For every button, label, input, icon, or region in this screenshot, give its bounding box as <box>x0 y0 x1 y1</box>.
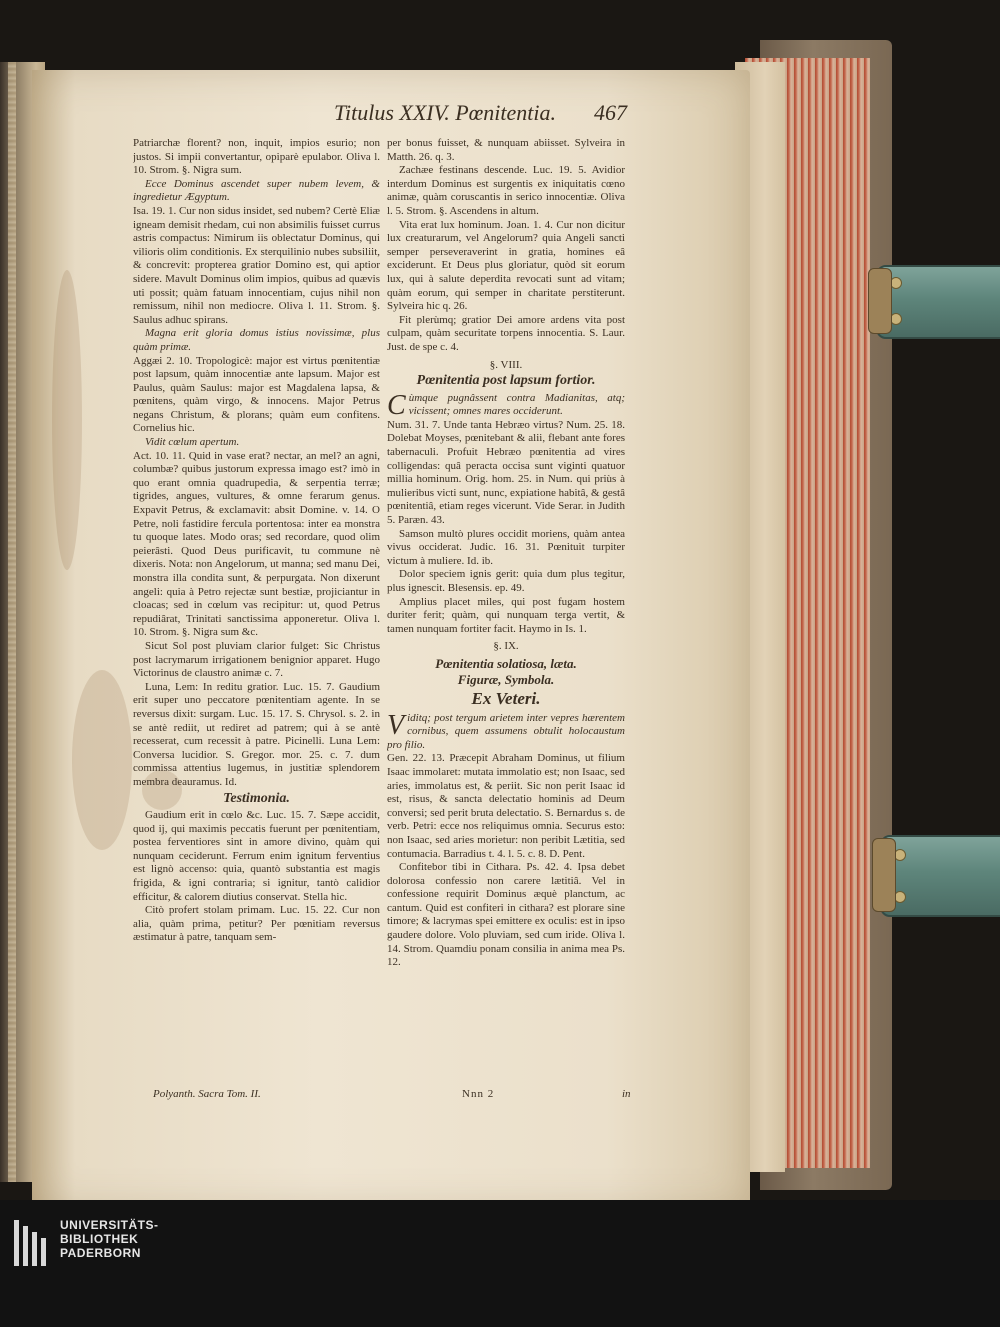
library-logo-text <box>60 1218 159 1260</box>
right-column-paragraph: §. IX. <box>493 640 519 653</box>
page-number: 467 <box>594 100 627 125</box>
right-column-paragraph: Amplius placet miles, qui post fugam hostem duriter ferit; quàm, qui nunquam terga vertit, & tamen nunquam fortiter facit. Haymo in Is. 1. <box>387 595 625 635</box>
left-column-paragraph: Vidit cœlum apertum. <box>145 436 240 449</box>
hinge-bottom <box>872 838 896 912</box>
catchword: in <box>622 1088 631 1100</box>
right-column-paragraph: Figuræ, Symbola. <box>457 671 555 687</box>
left-column-paragraph: Magna erit gloria domus istius novissimæ, plus quàm primæ. <box>133 327 380 353</box>
left-column-paragraph: Testimonia. <box>223 790 290 806</box>
right-column-paragraph: Gen. 22. 13. Præcepit Abraham Dominus, ut filium Isaac immolaret: mutata immolatio est; non Isaac, sed aries, immolatus est, & periit. Sic non perit Isaac id est, risus, & sancta delectatio hominis ad Deum conversi; sed perit bruta delectatio. S. Bernardus s. de verb. Petri: ecce nos reliquimus omnia. Securus esto: non Isaac, sed aries morietur: non peribit Lætitia, sed contumacia. Barradius t. 4. l. 5. c. 8. D. Pent. <box>387 752 625 860</box>
right-column-paragraph: Confitebor tibi in Cithara. Ps. 42. 4. Ipsa debet dolorosa confessio non carere lætitiâ. Vel in confessione requirit Dominus æquè planctum, ac cantum. Quid est confiteri in cithara? est plorare sine timore; & lacrymas spei emittere ex oculis: est in ipso gaudere dolore. Volo pluviam, sed cum iride. Oliva l. 14. Strom. Quamdiu ponam consilia in anima mea Ps. 12. <box>387 861 625 969</box>
hinge-top <box>868 268 892 334</box>
right-column-paragraph: Pœnitentia post lapsum fortior. <box>416 373 596 389</box>
left-column-paragraph: Citò profert stolam primam. Luc. 15. 22. Cur non alia, quàm prima, petitur? Per pœnitiam reversus æstimatur à patre, tanquam sem- <box>133 904 380 944</box>
paragraph-text: ùmque pugnâssent contra Madianitas, atq; vicissent; omnes mares occiderunt. <box>408 391 625 418</box>
right-column-paragraph: Num. 31. 7. Unde tanta Hebræo virtus? Num. 25. 18. Dolebat Moyses, pœnitebant & alii, flebant ante fores tabernaculi. Profuit Hebræo pœnitentia ad vires colligendas: quâ peracta occisa sunt viginti quatuor millia hominum. Orig. hom. 25. in Num. qui priùs à mulieribus victi sunt, nunc, expiatione habitâ, & gestâ pœnitentiâ, etiam reges vicerunt. Vide Serar. in Judith 5. Paræn. 43. <box>387 418 625 527</box>
drop-cap: V <box>387 709 405 741</box>
logo-line-2: BIBLIOTHEK <box>60 1232 139 1246</box>
right-column-paragraph: §. VIII. <box>489 358 523 371</box>
left-column-paragraph: Patriarchæ florent? non, inquit, impios esurio; non justos. Si impii convertantur, opiparè epulabor. Oliva l. 10. Strom. §. Nigra sum. <box>133 137 380 177</box>
running-title: Titulus XXIV. Pœnitentia. <box>333 100 557 125</box>
left-column-paragraph: Isa. 19. 1. Cur non sidus insidet, sed nubem? Certè Eliæ igneam demisit rhedam, cui non absimilis fuisset currus astris compactus: Nimirum iis oblectatur Dominus, qui vilioris olim conditionis. Ex sterquilinio nubes subsiliit, & concrevit: propterea gratior Domino est, qui aptior sidere. Mavult Dominus olim impios, quibus ad quævis uti possit; quàm fatuam innocentiam, cujus nihil non remissum, nihil non mediocre. Oliva l. 11. Strom. §. Saulus adhuc spirans. <box>133 204 380 326</box>
right-text-column <box>387 137 625 1112</box>
left-column-paragraph: Aggæi 2. 10. Tropologicè: major est virtus pœnitentiæ post lapsum, quàm innocentiæ ante lapsum. Major est Paulus, quàm Saulus: major est Magdalena lapsa, & pœnitens, quàm virgo, & innocens. Major Petrus negans Christum, & plorans; quàm eum confitens. Cornelius hic. <box>133 354 380 435</box>
library-logo-icon <box>14 1220 54 1266</box>
signature-mark: Nnn 2 <box>462 1088 495 1100</box>
right-column-paragraph: Fit plerùmq; gratior Dei amore ardens vita post culpam, quàm securitate torpens innocentia. S. Laur. Just. de spe c. 4. <box>387 313 625 353</box>
right-column-paragraph: per bonus fuisset, & nunquam abiisset. Sylveira in Matth. 26. q. 3. <box>387 137 625 163</box>
right-column-paragraph: Samson multò plures occidit moriens, quàm antea vivus occiderat. Judic. 16. 31. Pœnituit turpiter victum à muliere. Id. ib. <box>387 527 625 567</box>
left-column-paragraph: Ecce Dominus ascendet super nubem levem, & ingredietur Ægyptum. <box>133 177 380 204</box>
left-column-paragraph: Act. 10. 11. Quid in vase erat? nectar, an mel? an agni, columbæ? quibus justorum expressa imago est? imò in quo erant omnia quadrupedia, & serpentia terræ; tigrides, angues, vultures, & omne ferarum genus. Expavit Petrus, & exclamavit: absit Domine. v. 14. O Petre, noli fastidire fercula portentosa: inter ea monstra tu quoque lates. Modo oras; sed recordare, quod olim peierâsti. Quod Deus purificavit, tu commune nè dixeris. Nota: non Angelorum, ut manna; sed manu Dei, monstra illa condita sunt, & perpurgata. Non dixerunt angeli: quia à Petro rejectæ sunt bestiæ, projiciantur in cloacas; sed in cœlum vas recipitur: ut, quod Petrus repudiârat, Trinitati sanctissima apponeretur. Oliva l. 10. Strom. §. Nigra sum &c. <box>133 449 380 639</box>
left-column-paragraph: Sicut Sol post pluviam clarior fulget: Sic Christus post lacrymarum irrigationem benignior apparet. Hugo Victorinus de claustro animæ c. 7. <box>133 639 380 680</box>
right-column-paragraph: Vita erat lux hominum. Joan. 1. 4. Cur non dicitur lux creaturarum, vel Angelorum? quia Angeli sancti semper perseveraverint in gratia, homines eâ exciderunt. Et Deus plus gloriatur, quòd sit eorum lux, qui à salute deperdita revocati sunt ad vitam; quàm eorum, qui semper in charitate perstiterunt. Sylveira hic q. 26. <box>387 218 625 313</box>
right-column-paragraph: Pœnitentia solatiosa, læta. <box>435 655 577 671</box>
right-column-paragraph: Dolor speciem ignis gerit: quia dum plus tegitur, plus ignescit. Blesensis. ep. 49. <box>387 568 625 594</box>
right-column-paragraph: Zachæe festinans descende. Luc. 19. 5. Avidior interdum Dominus est surgentis ex iniquitatis cœno animæ, quàm coruscantis in serico innocentiæ. Oliva l. 5. Strom. §. Ascendens in altum. <box>387 164 625 217</box>
paragraph-text: iditq; post tergum arietem inter vepres hærentem cornibus, quem assumens obtulit holocaustum pro filio. <box>387 711 625 751</box>
logo-line-1: UNIVERSITÄTS- <box>60 1218 159 1232</box>
clasp-bottom <box>880 835 1000 917</box>
left-column-paragraph: Gaudium erit in cœlo &c. Luc. 15. 7. Sæpe accidit, quod ij, qui maximis peccatis fuerunt per pœnitentiam, postea ferventiores sint in amore divino, quàm qui nunquam ceciderunt. Ferrum enim ignitum ferventius est lignò accenso: quia, quantò substantia est magis frigida, & igni contraria; si ignitur, tantò calidior efficitur, & calorem diutius conservat. Stella hic. <box>133 809 380 903</box>
left-text-column <box>133 137 380 1087</box>
footer-title: Polyanth. Sacra Tom. II. <box>153 1088 261 1100</box>
right-column-paragraph <box>387 709 625 753</box>
clasp-top <box>876 265 1000 339</box>
left-column-paragraph: Luna, Lem: In reditu gratior. Luc. 15. 7. Gaudium erit super uno peccatore pœnitentiam agente. In se reversus dixit: surgam. Luc. 15. 17. S. Chrysol. s. 2. in se antè rediit, ut rediret ad patrem; qui à se antè recesserat, cum recessit à patre. Picinelli. Luna Lem: Conversa lucidior. S. Gregor. mor. 25. c. 7. dum commissa attentius lugemus, in justitiæ splendorem membra deauramus. Id. <box>133 680 380 788</box>
logo-line-3: PADERBORN <box>60 1246 141 1260</box>
right-column-paragraph <box>387 389 625 421</box>
drop-cap: C <box>387 389 406 421</box>
right-column-paragraph: Ex Veteri. <box>471 688 541 708</box>
